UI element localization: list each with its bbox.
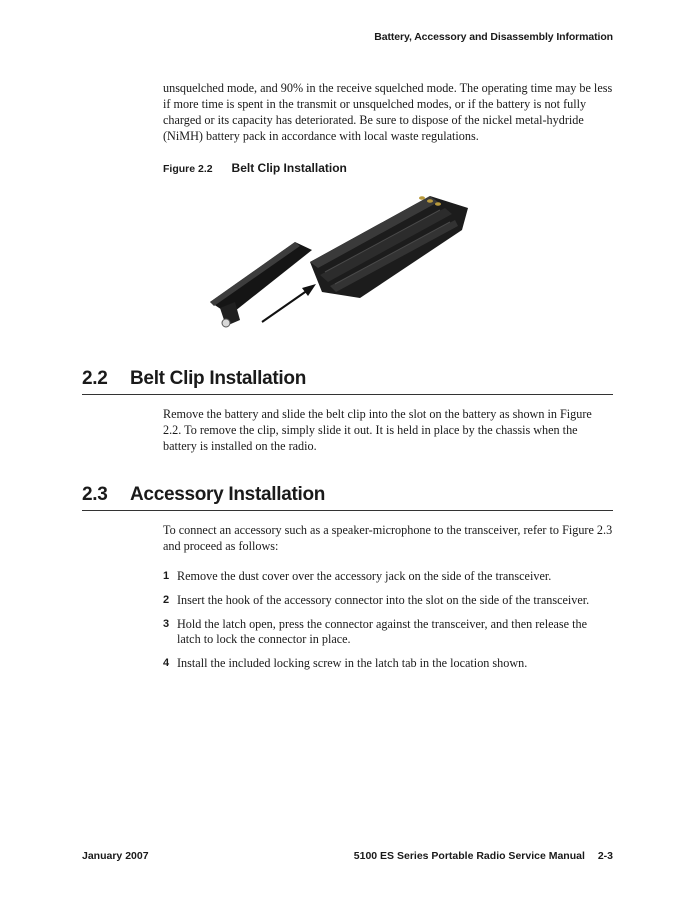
section-2-2-body: Remove the battery and slide the belt clip into the slot on the battery as shown in Figure 2.2. To remove the clip, simply slide it out. It is held in place by the chassis when the battery is installed on the radio. (163, 407, 592, 453)
running-header: Battery, Accessory and Disassembly Information (374, 31, 613, 43)
footer-date: January 2007 (82, 850, 149, 862)
step-2 (163, 593, 613, 608)
belt-clip-figure (200, 180, 480, 340)
section-heading-2-3 (82, 484, 613, 511)
section-heading-2-2 (82, 368, 613, 395)
battery-pack-illustration (310, 196, 468, 298)
footer-manual-page (354, 850, 613, 862)
step-text: Hold the latch open, press the connector against the transceiver, and then release the latch to lock the connector in place. (177, 617, 588, 646)
section-2-3-body: To connect an accessory such as a speaker-microphone to the transceiver, refer to Figure 2.3 and proceed as follows: (163, 523, 613, 553)
belt-clip-illustration (210, 242, 312, 327)
step-number: 1 (163, 570, 170, 582)
section-number: 2.2 (82, 368, 108, 389)
figure-title: Belt Clip Installation (231, 161, 347, 175)
figure-caption (163, 161, 347, 175)
footer-page-number: 2-3 (597, 850, 613, 862)
step-text: Insert the hook of the accessory connector into the slot on the side of the transceiver. (177, 593, 590, 607)
step-3 (163, 617, 613, 647)
figure-label: Figure 2.2 (163, 163, 213, 175)
intro-paragraph: unsquelched mode, and 90% in the receive squelched mode. The operating time may be less if more time is spent in the transmit or unsquelched modes, or if the battery is not fully charged or its capacity has deteriorated. Be sure to dispose of the nickel metal-hydride (NiMH) battery pack in accordance with local waste regulations. (163, 81, 613, 143)
section-title: Belt Clip Installation (130, 368, 307, 389)
step-number: 4 (163, 657, 170, 669)
step-4 (163, 656, 613, 671)
step-1 (163, 569, 613, 584)
section-number: 2.3 (82, 484, 108, 505)
footer-manual-title: 5100 ES Series Portable Radio Service Manual (353, 850, 585, 862)
step-number: 2 (163, 594, 170, 606)
step-text: Remove the dust cover over the accessory jack on the side of the transceiver. (177, 569, 552, 583)
section-title: Accessory Installation (130, 484, 326, 505)
slide-direction-arrow (262, 284, 316, 322)
step-text: Install the included locking screw in the latch tab in the location shown. (177, 656, 528, 670)
step-number: 3 (163, 618, 170, 630)
